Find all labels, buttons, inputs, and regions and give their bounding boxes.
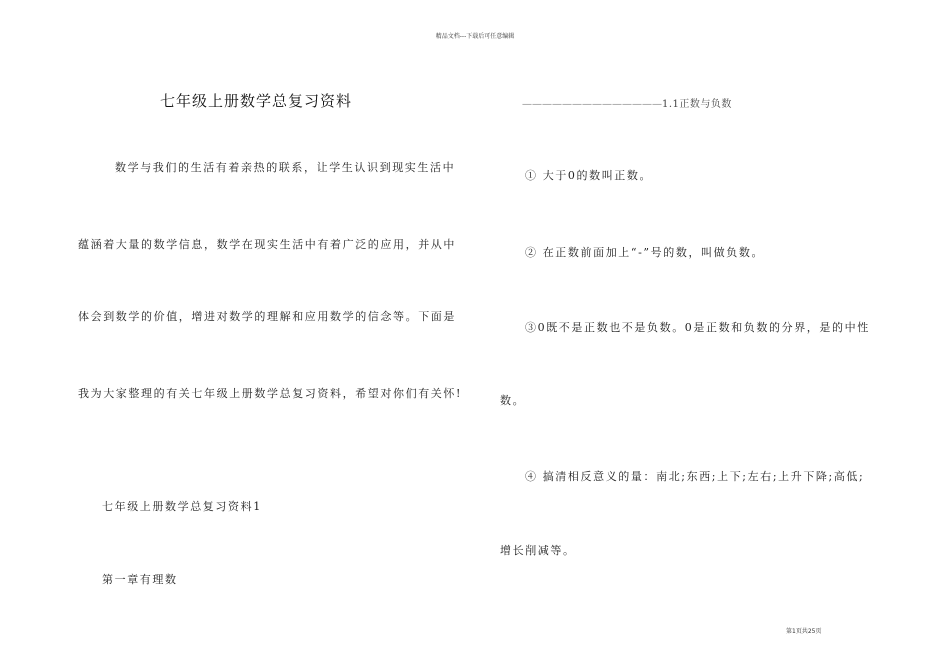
list-item: ③0既不是正数也不是负数。0是正数和负数的分界，是的中性 [525, 321, 870, 334]
chapter-heading: 第一章有理数 [102, 573, 178, 586]
section-heading [522, 95, 732, 110]
list-item-continuation: 数。 [500, 394, 526, 407]
header-note: 精品文档---下载后可任意编辑 [435, 33, 515, 40]
list-item: ④ 搞清相反意义的量：南北;东西;上下;左右;上升下降;高低; [525, 470, 865, 483]
section-title: 1.1正数与负数 [662, 99, 732, 110]
page-indicator: 第1页共25页 [786, 628, 822, 635]
intro-line-4: 我为大家整理的有关七年级上册数学总复习资料，希望对你们有关怀! [78, 387, 463, 400]
intro-line-2: 蕴涵着大量的数学信息，数学在现实生活中有着广泛的应用，并从中 [78, 238, 456, 251]
list-item-continuation: 增长削减等。 [500, 544, 576, 557]
intro-line-1: 数学与我们的生活有着亲热的联系，让学生认识到现实生活中 [115, 161, 456, 174]
list-item: ① 大于0的数叫正数。 [525, 169, 653, 182]
section-subtitle: 七年级上册数学总复习资料1 [102, 500, 262, 513]
list-item: ② 在正数前面加上“-”号的数，叫做负数。 [525, 246, 765, 259]
document-title: 七年级上册数学总复习资料 [160, 92, 353, 110]
intro-line-3: 体会到数学的价值，增进对数学的理解和应用数学的信念等。下面是 [78, 310, 456, 323]
section-dashes: —————————————— [522, 99, 662, 110]
